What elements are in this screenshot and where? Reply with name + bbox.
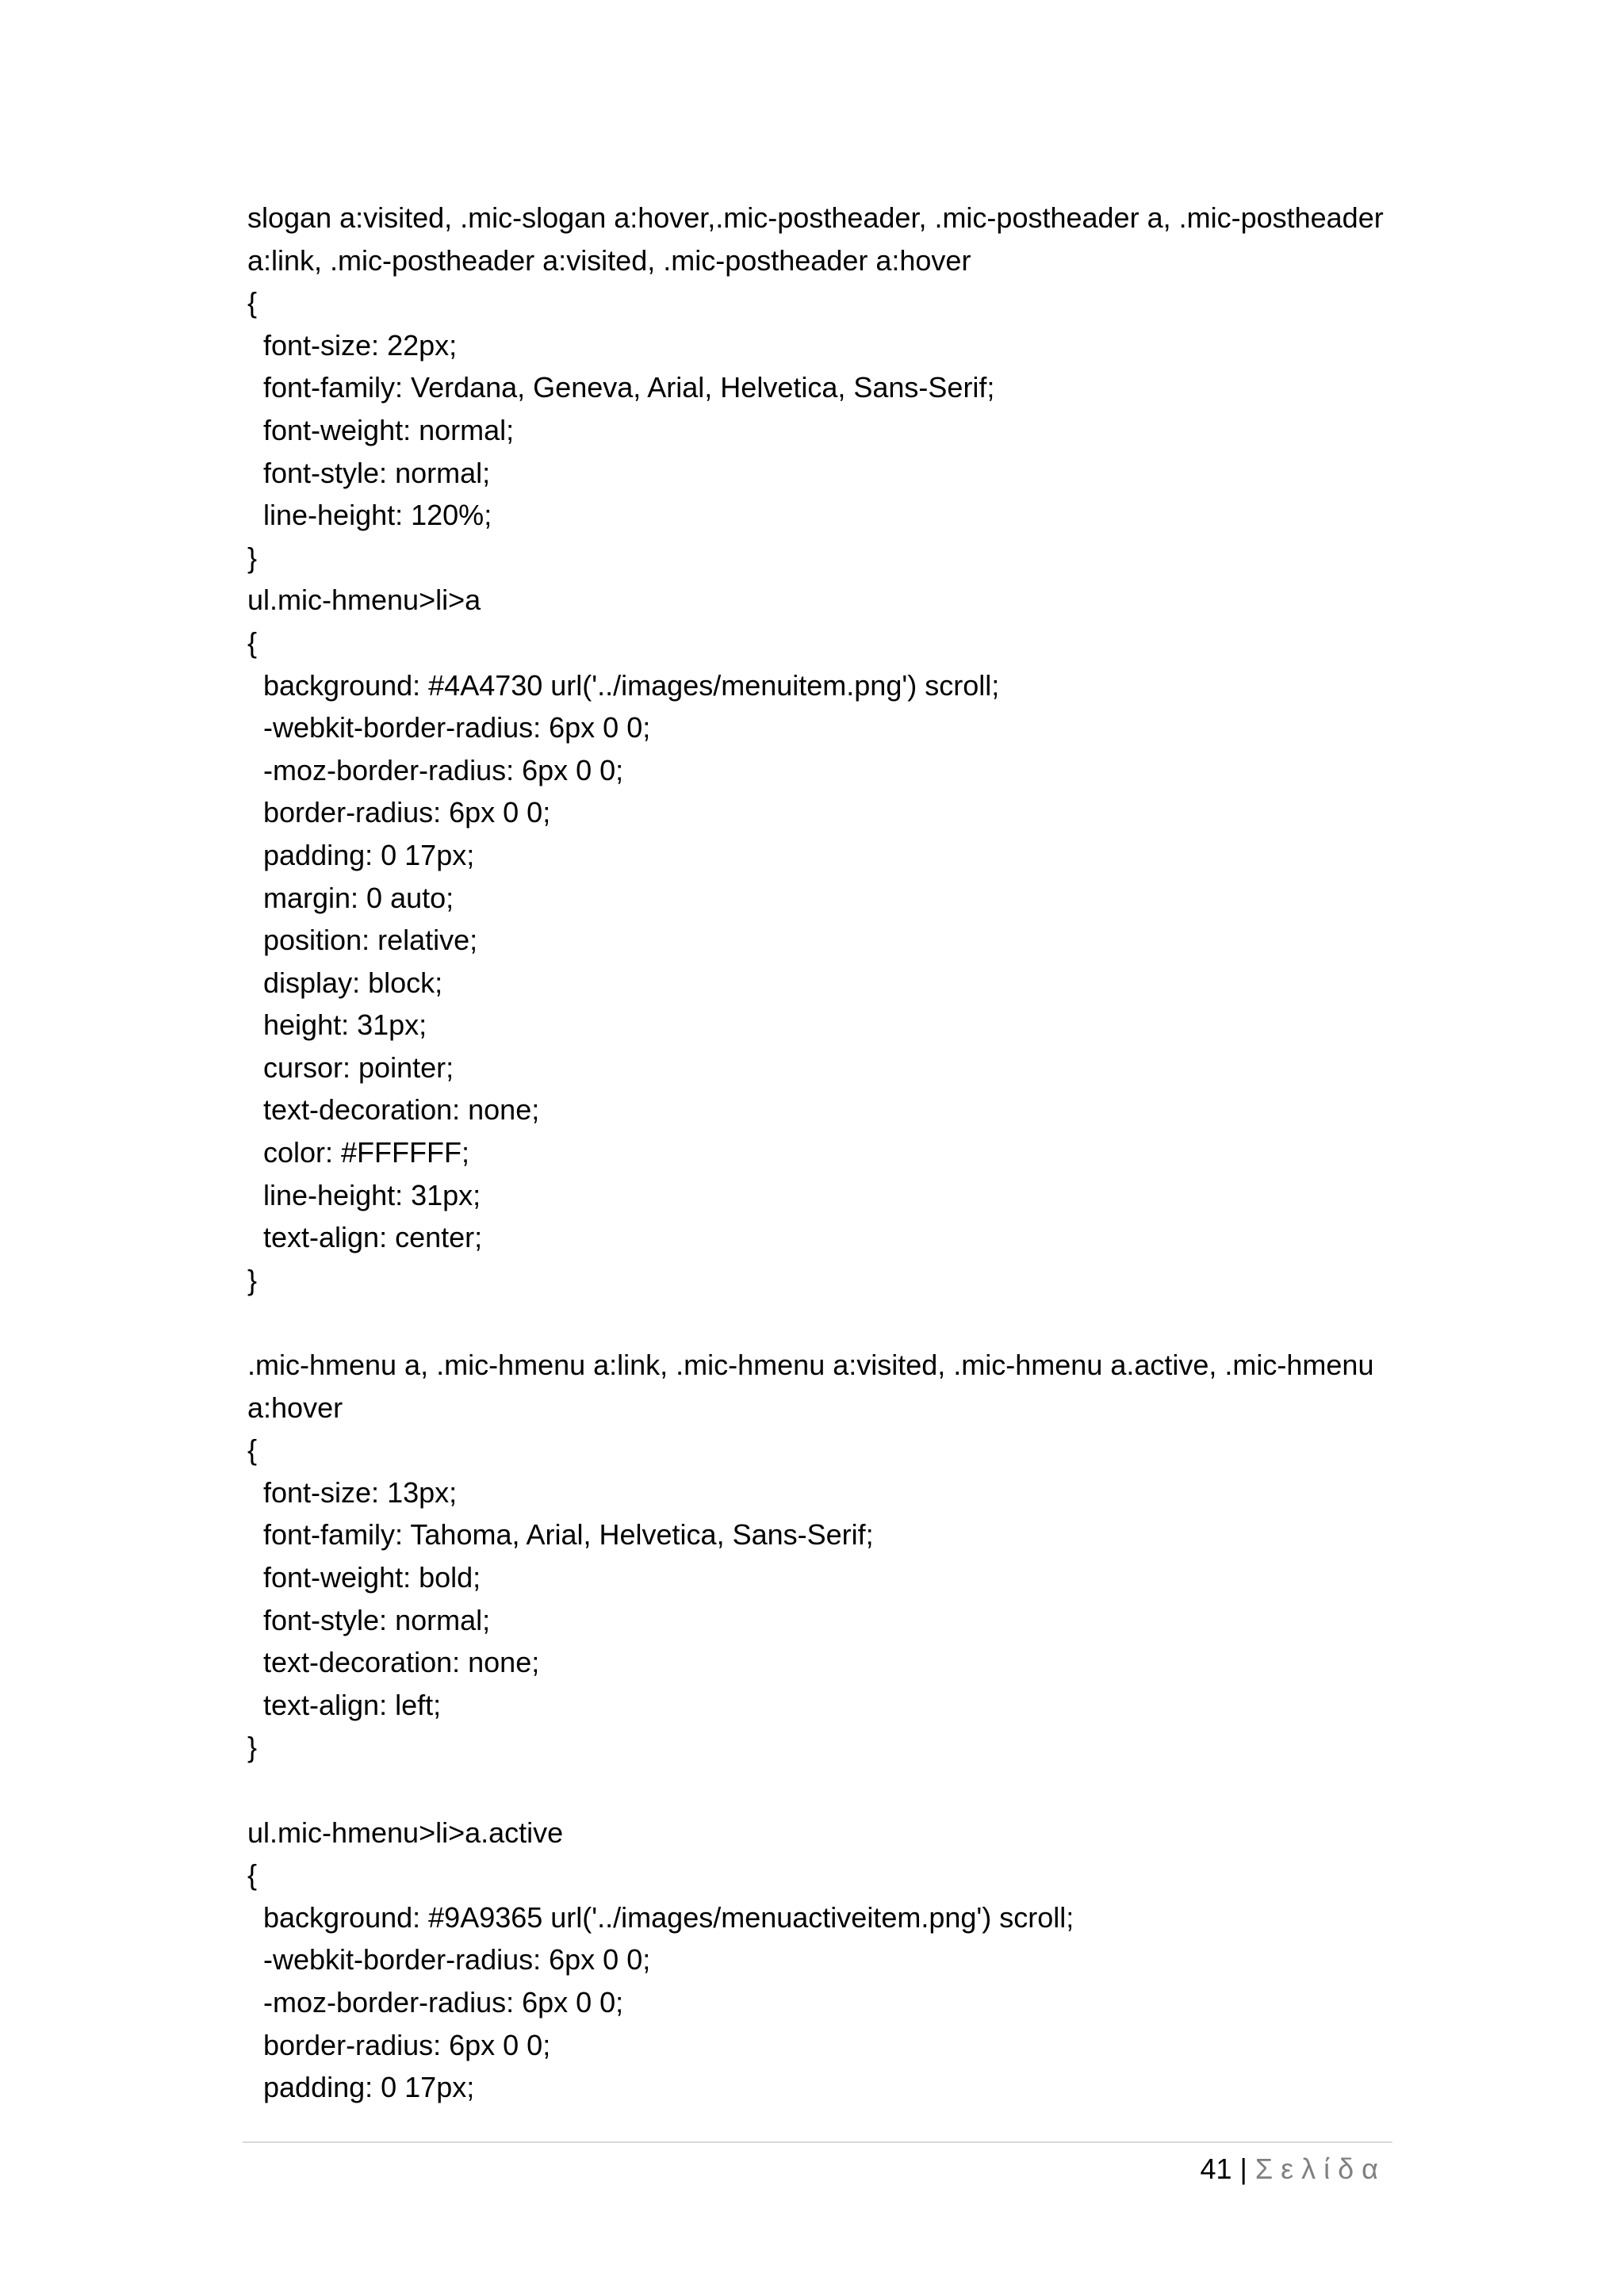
code-line: background: #9A9365 url('../images/menuactiveitem.png') scroll; xyxy=(247,1900,1074,1934)
code-line: { xyxy=(247,286,258,320)
code-line: } xyxy=(247,1731,258,1764)
code-line: margin: 0 auto; xyxy=(247,881,454,914)
code-line: -moz-border-radius: 6px 0 0; xyxy=(247,1985,624,2019)
code-line xyxy=(247,1769,1405,1812)
code-line: a:hover xyxy=(247,1391,343,1424)
code-line: -moz-border-radius: 6px 0 0; xyxy=(247,753,624,786)
code-line: font-style: normal; xyxy=(247,456,491,489)
code-line: text-decoration: none; xyxy=(247,1093,540,1127)
code-line xyxy=(247,1301,1405,1344)
code-line: { xyxy=(247,1858,258,1892)
code-line: font-weight: normal; xyxy=(247,413,515,446)
code-line: { xyxy=(247,1433,258,1467)
code-line: } xyxy=(247,1263,258,1296)
code-line: height: 31px; xyxy=(247,1008,427,1042)
code-line: .mic-hmenu a, .mic-hmenu a:link, .mic-hmenu a:visited, .mic-hmenu a.active, .mic-hmenu xyxy=(247,1349,1374,1382)
code-line: font-style: normal; xyxy=(247,1603,491,1636)
footer-separator: | xyxy=(1239,2152,1247,2185)
code-line: font-size: 13px; xyxy=(247,1475,458,1509)
code-line: cursor: pointer; xyxy=(247,1050,454,1084)
code-line: position: relative; xyxy=(247,924,478,957)
code-line: background: #4A4730 url('../images/menuitem.png') scroll; xyxy=(247,668,1000,702)
code-line: padding: 0 17px; xyxy=(247,838,475,871)
code-line: line-height: 31px; xyxy=(247,1178,481,1211)
code-line: font-family: Tahoma, Arial, Helvetica, Sans-Serif; xyxy=(247,1518,874,1552)
code-line: } xyxy=(247,541,258,574)
code-line: slogan a:visited, .mic-slogan a:hover,.mic-postheader, .mic-postheader a, .mic-postheader xyxy=(247,201,1384,234)
code-line: text-decoration: none; xyxy=(247,1646,540,1679)
code-line: ul.mic-hmenu>li>a xyxy=(247,584,481,617)
code-listing xyxy=(247,197,1405,2109)
code-line: padding: 0 17px; xyxy=(247,2071,475,2104)
footer-divider xyxy=(243,2141,1392,2143)
code-line: font-size: 22px; xyxy=(247,328,458,362)
code-line: text-align: left; xyxy=(247,1688,442,1721)
page-label: Σελίδα xyxy=(1254,2152,1386,2185)
code-line: display: block; xyxy=(247,966,443,999)
code-line: border-radius: 6px 0 0; xyxy=(247,796,551,829)
page-number: 41 xyxy=(1200,2152,1232,2185)
code-line: font-family: Verdana, Geneva, Arial, Helvetica, Sans-Serif; xyxy=(247,371,995,404)
code-line: -webkit-border-radius: 6px 0 0; xyxy=(247,711,651,744)
code-line: -webkit-border-radius: 6px 0 0; xyxy=(247,1943,651,1976)
code-line: font-weight: bold; xyxy=(247,1561,481,1594)
page-footer xyxy=(1200,2150,1386,2188)
code-line: a:link, .mic-postheader a:visited, .mic-postheader a:hover xyxy=(247,243,971,277)
code-line: line-height: 120%; xyxy=(247,499,492,532)
code-line: border-radius: 6px 0 0; xyxy=(247,2028,551,2061)
code-line: text-align: center; xyxy=(247,1221,483,1254)
code-line: color: #FFFFFF; xyxy=(247,1136,470,1169)
code-line: { xyxy=(247,626,258,659)
code-line: ul.mic-hmenu>li>a.active xyxy=(247,1816,564,1849)
